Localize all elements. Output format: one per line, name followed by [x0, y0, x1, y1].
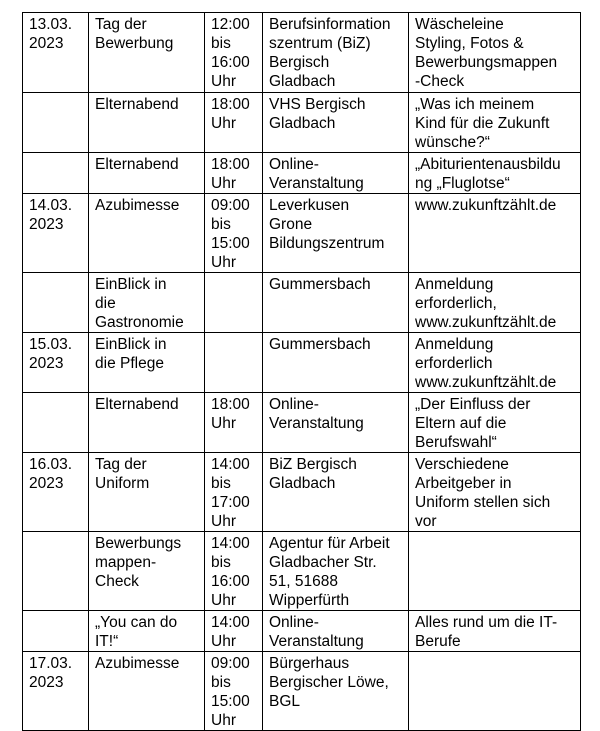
date-cell — [23, 93, 89, 153]
place-cell: BiZ Bergisch Gladbach — [263, 453, 409, 532]
event-cell: Elternabend — [89, 93, 205, 153]
table-row — [23, 453, 581, 532]
event-cell: Azubimesse — [89, 194, 205, 273]
event-cell: Azubimesse — [89, 652, 205, 731]
time-cell: 18:00 Uhr — [205, 153, 263, 194]
table-row — [23, 13, 581, 93]
info-cell: „Was ich meinem Kind für die Zukunft wünsche?“ — [409, 93, 581, 153]
event-cell: Tag der Bewerbung — [89, 13, 205, 93]
time-cell: 12:00 bis 16:00 Uhr — [205, 13, 263, 93]
time-cell: 14:00 bis 16:00 Uhr — [205, 532, 263, 611]
event-cell: EinBlick in die Pflege — [89, 333, 205, 393]
place-cell: Online- Veranstaltung — [263, 611, 409, 652]
time-cell: 14:00 bis 17:00 Uhr — [205, 453, 263, 532]
info-cell: Anmeldung erforderlich www.zukunftzählt.de — [409, 333, 581, 393]
date-cell — [23, 273, 89, 333]
place-cell: Online- Veranstaltung — [263, 393, 409, 453]
info-cell — [409, 532, 581, 611]
place-cell: Bürgerhaus Bergischer Löwe, BGL — [263, 652, 409, 731]
place-cell: Online- Veranstaltung — [263, 153, 409, 194]
table-row — [23, 652, 581, 731]
table-row — [23, 333, 581, 393]
event-cell: EinBlick in die Gastronomie — [89, 273, 205, 333]
info-cell: Verschiedene Arbeitgeber in Uniform stellen sich vor — [409, 453, 581, 532]
place-cell: Gummersbach — [263, 333, 409, 393]
place-cell: Agentur für Arbeit Gladbacher Str. 51, 51688 Wipperfürth — [263, 532, 409, 611]
event-cell: Elternabend — [89, 393, 205, 453]
date-cell: 14.03. 2023 — [23, 194, 89, 273]
date-cell — [23, 393, 89, 453]
info-cell: „Abiturientenausbildu ng „Fluglotse“ — [409, 153, 581, 194]
time-cell — [205, 333, 263, 393]
event-cell: Elternabend — [89, 153, 205, 194]
info-cell: „Der Einfluss der Eltern auf die Berufswahl“ — [409, 393, 581, 453]
info-cell — [409, 652, 581, 731]
date-cell — [23, 153, 89, 194]
date-cell: 13.03. 2023 — [23, 13, 89, 93]
time-cell: 09:00 bis 15:00 Uhr — [205, 194, 263, 273]
place-cell: Gummersbach — [263, 273, 409, 333]
event-cell: „You can do IT!“ — [89, 611, 205, 652]
event-cell: Bewerbungs mappen- Check — [89, 532, 205, 611]
date-cell — [23, 532, 89, 611]
events-table — [22, 12, 581, 731]
table-row — [23, 611, 581, 652]
table-row — [23, 194, 581, 273]
time-cell: 18:00 Uhr — [205, 393, 263, 453]
date-cell: 15.03. 2023 — [23, 333, 89, 393]
time-cell: 14:00 Uhr — [205, 611, 263, 652]
table-row — [23, 93, 581, 153]
event-cell: Tag der Uniform — [89, 453, 205, 532]
info-cell: Anmeldung erforderlich, www.zukunftzählt.de — [409, 273, 581, 333]
time-cell — [205, 273, 263, 333]
info-cell: Wäscheleine Styling, Fotos & Bewerbungsmappen -Check — [409, 13, 581, 93]
table-row — [23, 153, 581, 194]
date-cell: 16.03. 2023 — [23, 453, 89, 532]
date-cell: 17.03. 2023 — [23, 652, 89, 731]
place-cell: Berufsinformation szentrum (BiZ) Bergisch Gladbach — [263, 13, 409, 93]
date-cell — [23, 611, 89, 652]
time-cell: 09:00 bis 15:00 Uhr — [205, 652, 263, 731]
time-cell: 18:00 Uhr — [205, 93, 263, 153]
info-cell: www.zukunftzählt.de — [409, 194, 581, 273]
place-cell: VHS Bergisch Gladbach — [263, 93, 409, 153]
table-row — [23, 393, 581, 453]
table-row — [23, 532, 581, 611]
place-cell: Leverkusen Grone Bildungszentrum — [263, 194, 409, 273]
info-cell: Alles rund um die IT- Berufe — [409, 611, 581, 652]
table-row — [23, 273, 581, 333]
